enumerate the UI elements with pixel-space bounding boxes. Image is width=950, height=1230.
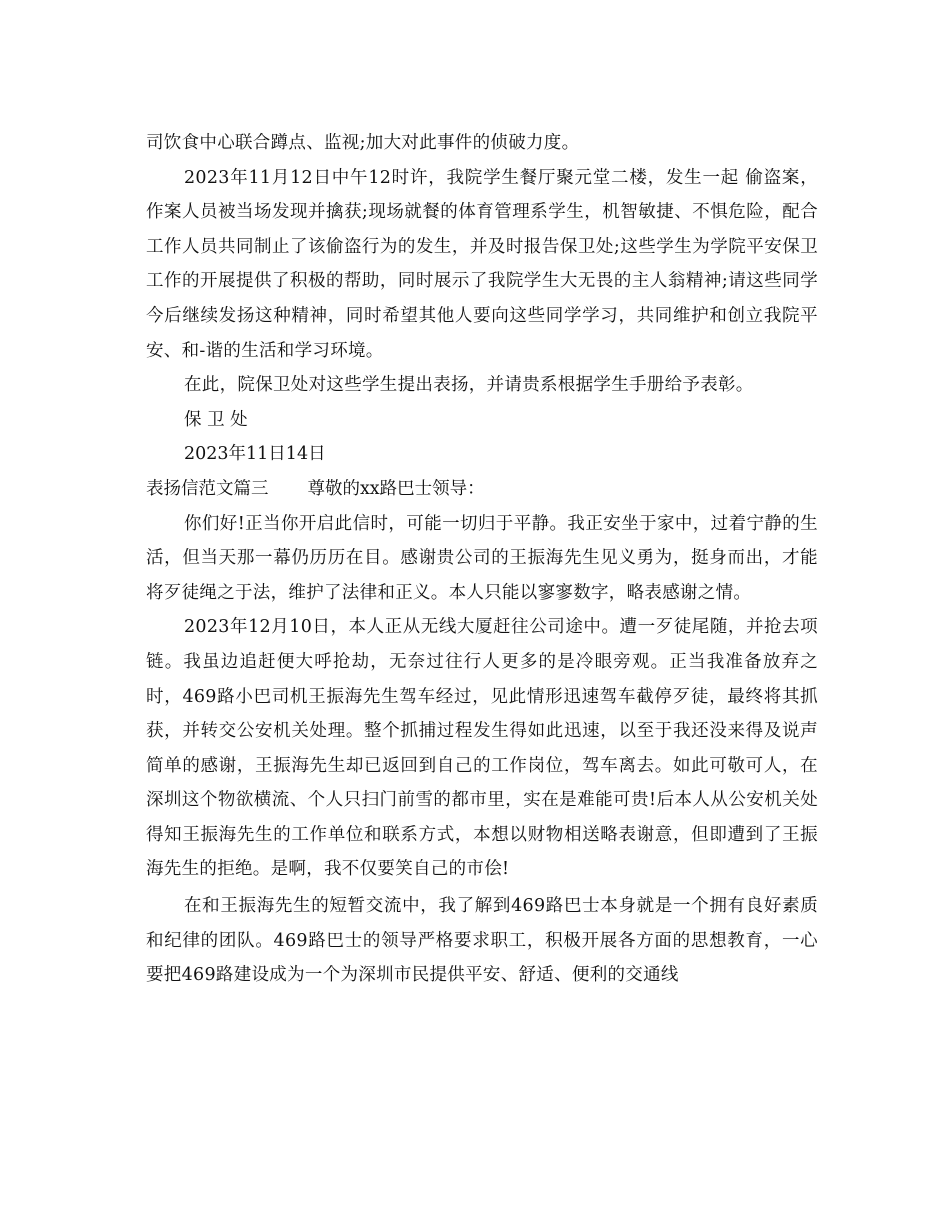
paragraph-robbery-account: 2023年12月10日，本人正从无线大厦赶往公司途中。遭一歹徒尾随，并抢去项链。我虽边追赶便大呼抢劫，无奈过往行人更多的是冷眼旁观。正当我准备放弃之时，469路小巴司机王振海先生驾车经过，见此情形迅速驾车截停歹徒，最终将其抓获，并转交公安机关处理。整个抓捕过程发生得如此迅速，以至于我还没来得及说声简单的感谢，王振海先生却已返回到自己的工作岗位，驾车离去。如此可敬可人，在深圳这个物欲横流、个人只扫门前雪的都市里，实在是难能可贵!后本人从公安机关处得知王振海先生的工作单位和联系方式，本想以财物相送略表谢意，但即遭到了王振海先生的拒绝。是啊，我不仅要笑自己的市侩! [146,617,818,880]
signature-department: 保 卫 处 [184,409,248,430]
paragraph-continuation: 司饮食中心联合蹲点、监视;加大对此事件的侦破力度。 [146,133,580,153]
document-body [146,126,818,993]
paragraph-commendation: 在此，院保卫处对这些学生提出表扬，并请贵系根据学生手册给予表彰。 [184,375,754,396]
paragraph-incident-report: 2023年11月12日中午12时许，我院学生餐厅聚元堂二楼，发生一起 偷盗案，作案人员被当场发现并擒获;现场就餐的体育管理系学生，机智敏捷、不惧危险，配合工作人员共同制止了该偷盗行为的发生，并及时报告保卫处;这些学生为学院平安保卫工作的开展提供了积极的帮助，同时展示了我院学生大无畏的主人翁精神;请这些同学今后继续发扬这种精神，同时希望其他人要向这些同学学习，共同维护和创立我院平安、和-谐的生活和学习环境。 [146,167,818,361]
paragraph-greeting: 你们好!正当你开启此信时，可能一切归于平静。我正安坐于家中，过着宁静的生活，但当天那一幕仍历历在目。感谢贵公司的王振海先生见义勇为，挺身而出，才能将歹徒绳之于法，维护了法律和正义。本人只能以寥寥数字，略表感谢之情。 [146,513,818,603]
signature-date: 2023年11日14日 [184,444,326,465]
section-heading-letter-three: 表扬信范文篇三 尊敬的xx路巴士领导： [146,478,485,499]
paragraph-bus-team: 在和王振海先生的短暂交流中，我了解到469路巴士本身就是一个拥有良好素质和纪律的团队。469路巴士的领导严格要求职工，积极开展各方面的思想教育，一心要把469路建设成为一个为深圳市民提供平安、舒适、便利的交通线 [146,896,818,986]
